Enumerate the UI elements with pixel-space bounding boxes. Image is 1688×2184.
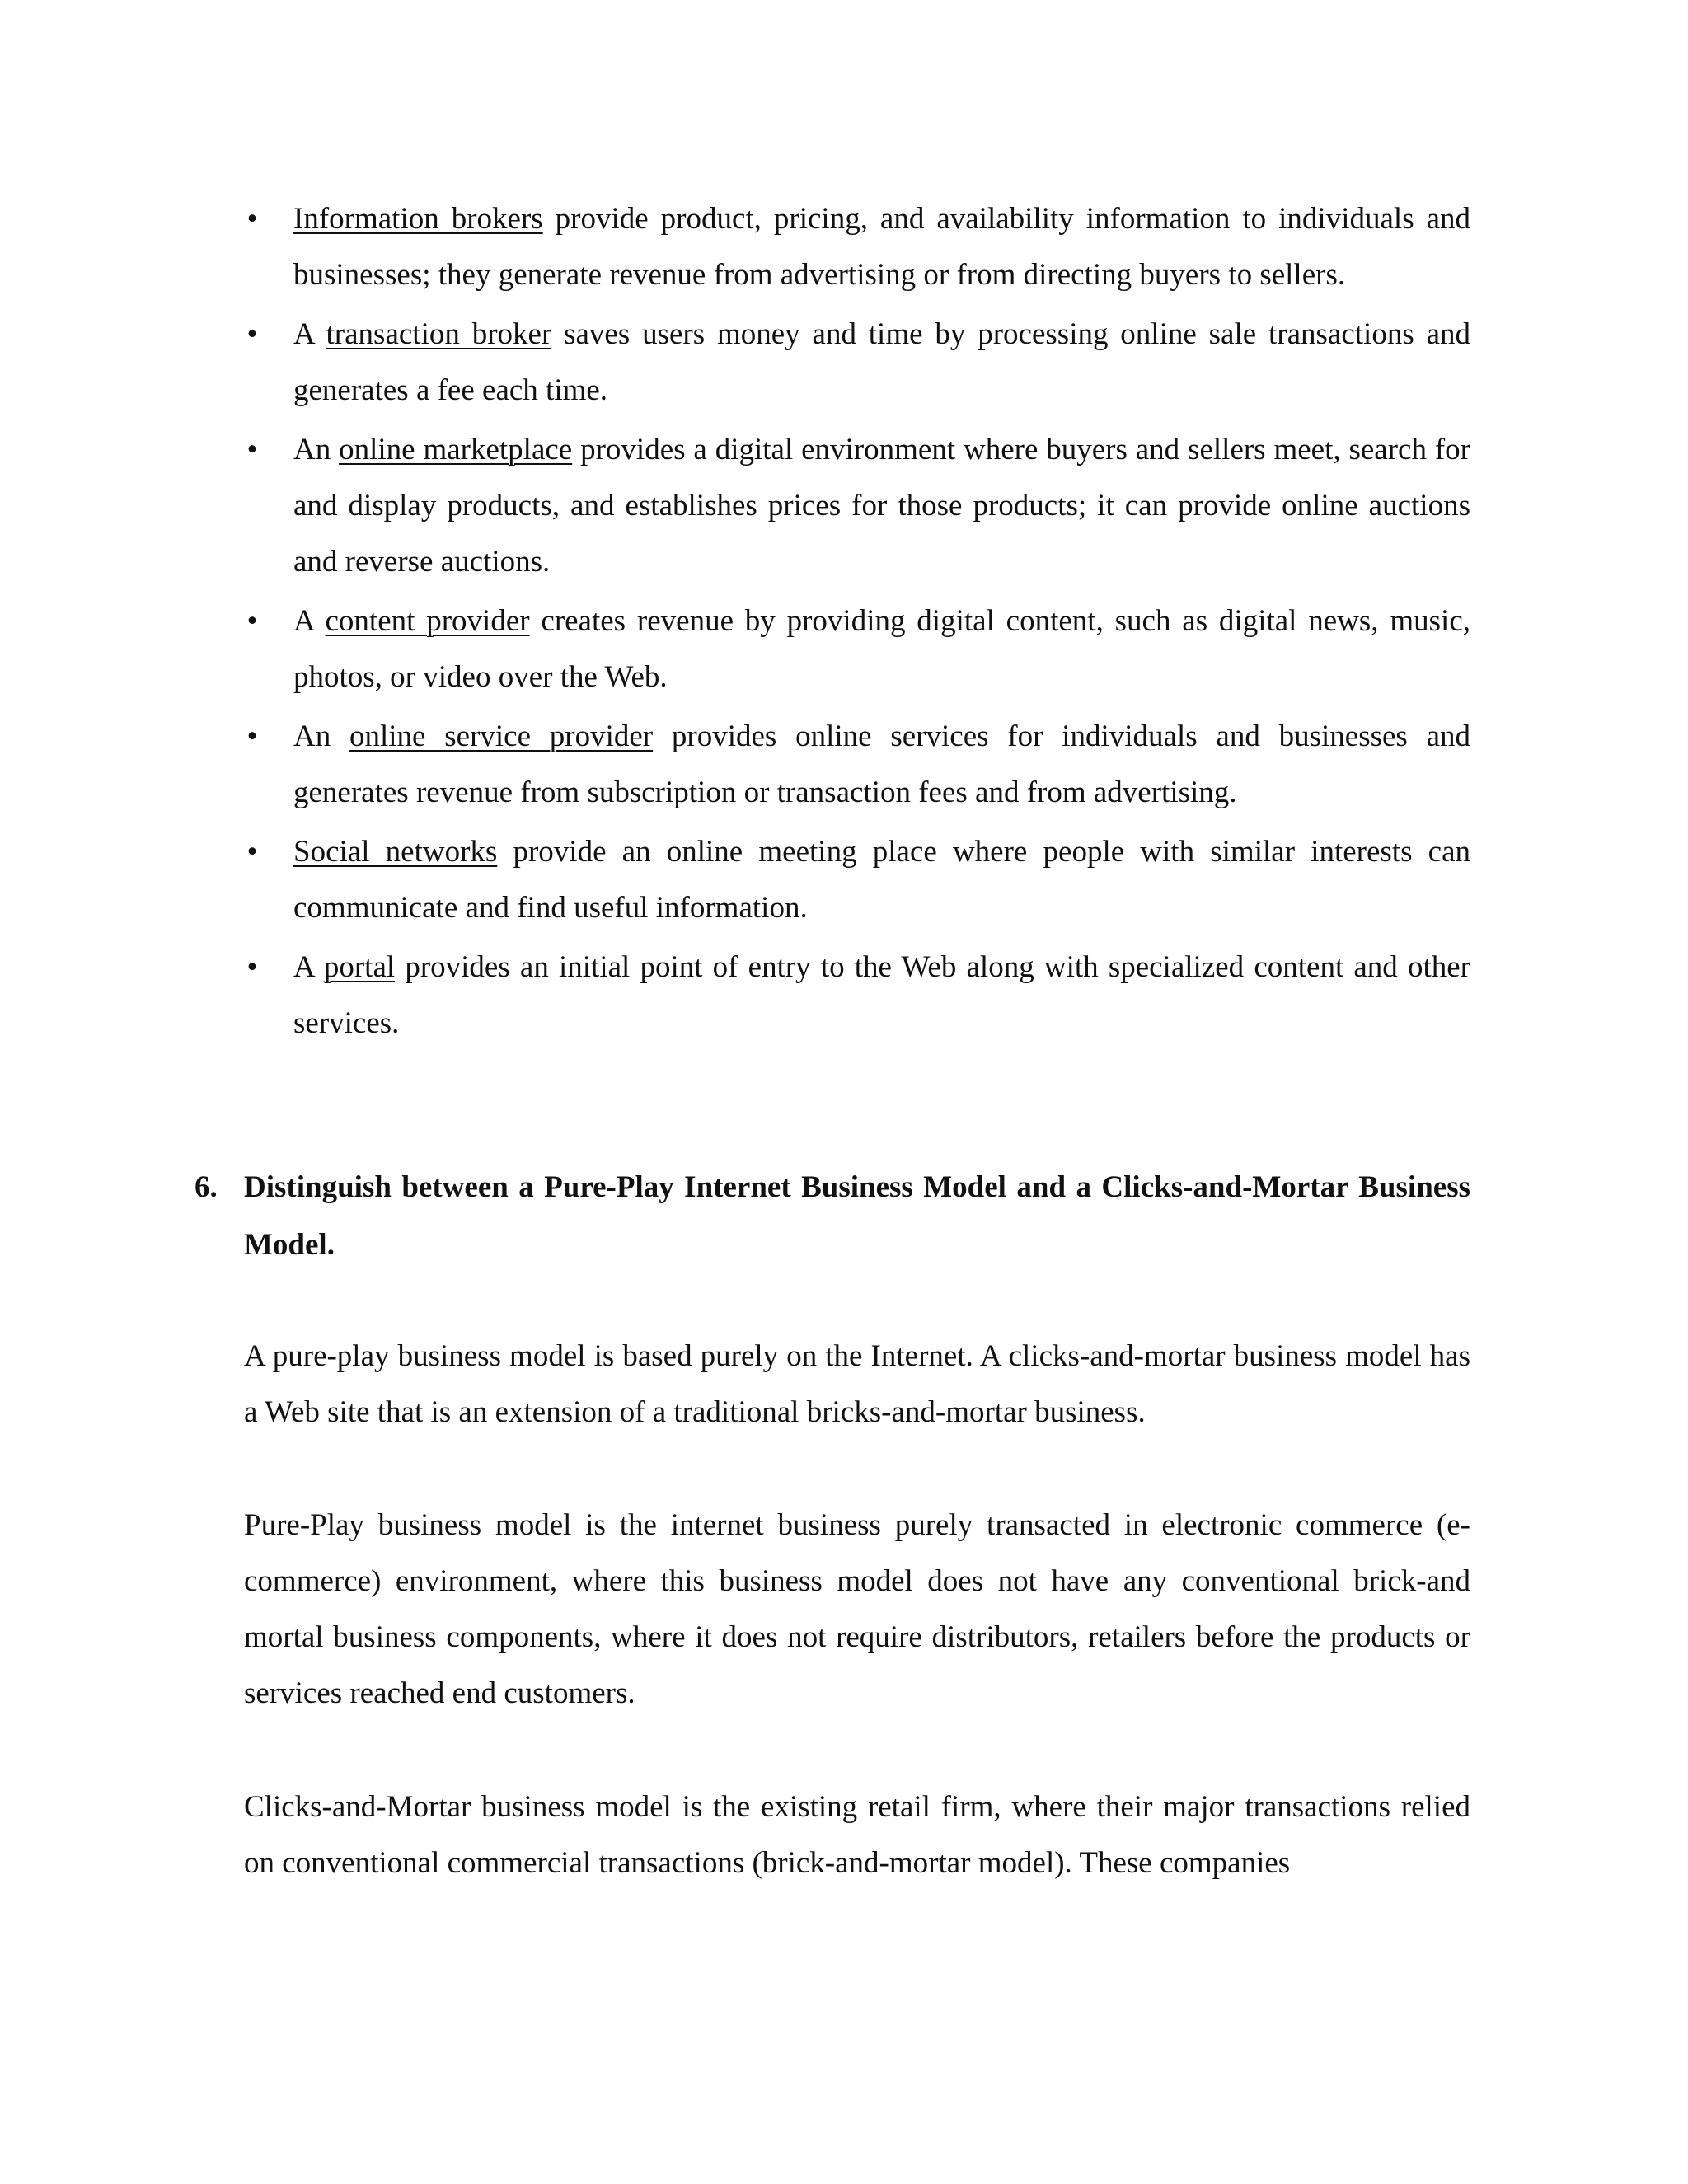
list-item xyxy=(244,824,1470,936)
item-term: online marketplace xyxy=(339,433,573,466)
item-prefix: A xyxy=(293,950,324,984)
list-item xyxy=(244,191,1470,303)
list-item xyxy=(244,709,1470,821)
bullet-icon: • xyxy=(246,835,258,869)
item-term: transaction broker xyxy=(326,317,552,351)
bullet-icon: • xyxy=(246,604,258,638)
item-term: Information brokers xyxy=(293,202,543,236)
item-term: portal xyxy=(323,950,396,984)
question-number: 6. xyxy=(195,1170,218,1204)
bullet-icon: • xyxy=(246,950,258,984)
bullet-icon: • xyxy=(246,317,258,351)
item-text: provide product, pricing, and availability information to individuals and businesses; they generate revenue from advertising or from directing buyers to sellers. xyxy=(293,202,1470,292)
item-term: content provider xyxy=(325,604,530,638)
item-text: provide an online meeting place where people with similar interests can communicate and find useful information. xyxy=(293,835,1471,925)
bullet-icon: • xyxy=(246,433,258,466)
item-text: saves users money and time by processing online sale transactions and generates a fee each time. xyxy=(293,317,1470,407)
question-heading xyxy=(195,1159,1470,1274)
item-text: provides a digital environment where buyers and sellers meet, search for and display products, and establishes prices for those products; it can provide online auctions and reverse auctions. xyxy=(293,433,1470,579)
item-prefix: An xyxy=(293,719,349,753)
business-model-list xyxy=(244,191,1470,1055)
item-text: provides an initial point of entry to the Web along with specialized content and other services. xyxy=(293,950,1470,1040)
list-item xyxy=(244,593,1470,705)
item-term: online service provider xyxy=(349,719,654,753)
answer-paragraph: Clicks-and-Mortar business model is the existing retail firm, where their major transactions relied on conventional commercial transactions (brick-and-mortar model). These companies xyxy=(244,1790,1470,1880)
item-text: provides online services for individuals and businesses and generates revenue from subscription or transaction fees and from advertising. xyxy=(293,719,1471,809)
bullet-icon: • xyxy=(246,202,258,236)
item-text: creates revenue by providing digital content, such as digital news, music, photos, or video over the Web. xyxy=(293,604,1471,694)
list-item xyxy=(244,940,1470,1052)
list-item xyxy=(244,307,1470,419)
answer-paragraph: A pure-play business model is based purely on the Internet. A clicks-and-mortar business model has a Web site that is an extension of a traditional bricks-and-mortar business. xyxy=(244,1339,1470,1429)
bullet-icon: • xyxy=(246,719,258,753)
item-prefix: An xyxy=(293,433,340,466)
answer-paragraph: Pure-Play business model is the internet business purely transacted in electronic commerce (e-commerce) environment, where this business model does not have any conventional brick-and mortal business components, where it does not require distributors, retailers before the products or services reached end customers. xyxy=(244,1508,1470,1710)
list-item xyxy=(244,422,1470,590)
item-prefix: A xyxy=(293,604,326,638)
question-text: Distinguish between a Pure-Play Internet Business Model and a Clicks-and-Mortar Business Model. xyxy=(244,1170,1470,1262)
item-prefix: A xyxy=(293,317,326,351)
item-term: Social networks xyxy=(293,835,498,869)
